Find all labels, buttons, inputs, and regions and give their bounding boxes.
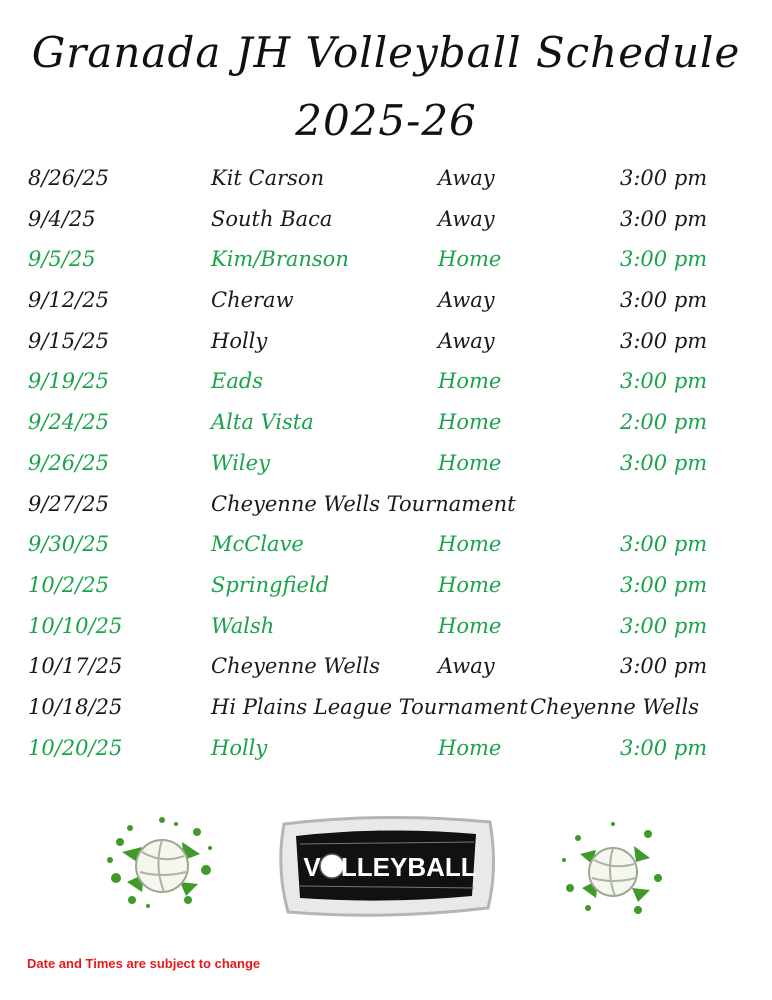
game-location: Home xyxy=(438,613,502,638)
opponent-name: Springfield xyxy=(211,572,330,597)
volleyball-banner xyxy=(270,808,502,926)
opponent-name: McClave xyxy=(211,532,304,557)
game-location: Home xyxy=(438,532,502,557)
game-date: 9/15/25 xyxy=(28,328,109,353)
opponent-name: Cheraw xyxy=(211,288,294,313)
game-time: 3:00 pm xyxy=(620,206,708,231)
volleyball-splash-right-icon xyxy=(558,818,668,918)
game-time: 3:00 pm xyxy=(620,572,708,597)
opponent-name: Eads xyxy=(211,369,264,394)
schedule-row xyxy=(0,728,772,769)
season-label: 2025-26 xyxy=(295,96,477,145)
schedule-row xyxy=(0,484,772,525)
opponent-name: Holly xyxy=(211,328,268,353)
game-time: 3:00 pm xyxy=(620,166,708,190)
opponent-name: Kim/Branson xyxy=(211,247,349,272)
game-date: 10/20/25 xyxy=(28,735,123,760)
schedule-row xyxy=(0,606,772,647)
game-date: 9/24/25 xyxy=(28,410,109,435)
game-date: 9/12/25 xyxy=(28,288,109,313)
volleyball-splash-left-icon xyxy=(102,812,220,912)
game-location: Home xyxy=(438,735,502,760)
opponent-name: Cheyenne Wells xyxy=(211,654,380,679)
game-time: 3:00 pm xyxy=(620,654,708,679)
game-date: 9/27/25 xyxy=(28,491,109,516)
game-time: 3:00 pm xyxy=(620,328,708,353)
opponent-name: Walsh xyxy=(211,613,275,638)
opponent-name: Hi Plains League Tournament xyxy=(211,694,528,719)
game-date: 9/5/25 xyxy=(28,247,96,272)
game-time: 3:00 pm xyxy=(620,735,708,760)
game-time: 3:00 pm xyxy=(620,450,708,475)
opponent-name: Alta Vista xyxy=(211,410,314,435)
opponent-name: South Baca xyxy=(211,206,333,231)
disclaimer-text: Date and Times are subject to change xyxy=(27,956,261,971)
game-time: 3:00 pm xyxy=(620,532,708,557)
game-time: 3:00 pm xyxy=(620,247,708,272)
schedule-row xyxy=(0,239,772,280)
game-time: 3:00 pm xyxy=(620,613,708,638)
game-date: 10/10/25 xyxy=(28,613,123,638)
page-title: Granada JH Volleyball Schedule xyxy=(31,28,741,77)
game-location: Away xyxy=(438,288,495,313)
schedule-row xyxy=(0,687,772,728)
game-date: 9/30/25 xyxy=(28,532,109,557)
schedule-row xyxy=(0,361,772,402)
game-time: 3:00 pm xyxy=(620,369,708,394)
game-date: 10/18/25 xyxy=(28,694,123,719)
game-location: Home xyxy=(438,450,502,475)
opponent-name: Holly xyxy=(211,735,268,760)
schedule-row xyxy=(0,565,772,606)
game-date: 10/2/25 xyxy=(28,572,109,597)
schedule-row xyxy=(0,199,772,240)
game-location: Away xyxy=(438,166,495,190)
opponent-name: Wiley xyxy=(211,450,270,475)
game-location: Home xyxy=(438,572,502,597)
game-time: 2:00 pm xyxy=(620,410,708,435)
game-location: Away xyxy=(438,654,495,679)
game-date: 9/19/25 xyxy=(28,369,109,394)
schedule-row xyxy=(0,443,772,484)
game-location: Away xyxy=(438,328,495,353)
game-location: Home xyxy=(438,247,502,272)
game-date: 9/4/25 xyxy=(28,206,96,231)
opponent-name: Kit Carson xyxy=(211,166,325,190)
game-location: Away xyxy=(438,206,495,231)
event-venue: Cheyenne Wells xyxy=(530,694,699,719)
opponent-name: Cheyenne Wells Tournament xyxy=(211,491,516,516)
game-date: 9/26/25 xyxy=(28,450,109,475)
schedule-row xyxy=(0,158,772,199)
game-time: 3:00 pm xyxy=(620,288,708,313)
game-date: 8/26/25 xyxy=(28,166,109,190)
game-location: Home xyxy=(438,410,502,435)
schedule-list xyxy=(0,158,772,768)
schedule-row xyxy=(0,280,772,321)
schedule-row xyxy=(0,524,772,565)
game-location: Home xyxy=(438,369,502,394)
schedule-row xyxy=(0,321,772,362)
schedule-row xyxy=(0,402,772,443)
schedule-row xyxy=(0,646,772,687)
game-date: 10/17/25 xyxy=(28,654,123,679)
banner-text: VOLLEYBALL xyxy=(303,852,477,882)
